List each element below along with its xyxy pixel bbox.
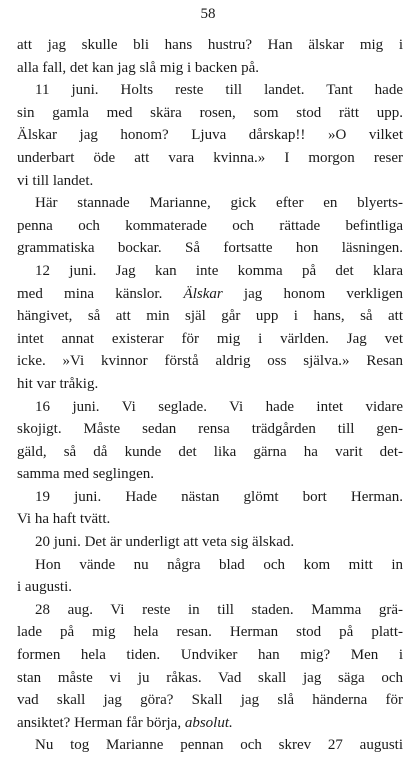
- page-number: 58: [200, 6, 216, 22]
- text-line: 19 juni. Hade nästan glömt bort Herman.: [35, 488, 403, 505]
- text-line: samma med seglingen.: [17, 466, 155, 483]
- text-line: formen hela tiden. Undviker han mig? Men i: [17, 647, 403, 664]
- text-line: skojigt. Måste sedan rensa trädgården till gen-: [17, 421, 403, 438]
- text-line: 16 juni. Vi seglade. Vi hade intet vidare: [35, 398, 403, 415]
- text-line: intet annat existerar för mig i världen. Jag vet: [17, 330, 403, 347]
- text-line: Här stannade Marianne, gick efter en blyerts-: [35, 195, 403, 212]
- text-line: [17, 283, 403, 306]
- text-line: underbart öde att vara kvinna.» I morgon reser: [17, 149, 403, 166]
- text-line: grammatiska bockar. Så fortsatte hon läsningen.: [17, 240, 403, 257]
- text-line: hit var tråkig.: [17, 375, 99, 392]
- text-line: gäld, så då kunde det lika gärna ha varit det-: [17, 443, 403, 460]
- text-line: 28 aug. Vi reste in till staden. Mamma grä-: [35, 601, 403, 618]
- text-segment: med mina känslor.: [17, 285, 184, 302]
- text-line: Hon vände nu några blad och kom mitt in: [35, 556, 403, 573]
- text-line: Vi ha haft tvätt.: [17, 511, 111, 528]
- text-line: 11 juni. Holts reste till landet. Tant hade: [35, 82, 403, 99]
- text-line: 12 juni. Jag kan inte komma på det klara: [35, 262, 403, 279]
- text-line: Nu tog Marianne pennan och skrev 27 augusti: [35, 737, 403, 754]
- text-line: stan måste vi ju råkas. Vad skall jag säga och: [17, 669, 403, 686]
- text-line: vi till landet.: [17, 172, 94, 189]
- text-segment: jag honom verkligen: [222, 285, 403, 302]
- text-line: lade på mig hela resan. Herman stod på platt-: [17, 624, 403, 641]
- text-line: sin gamla med skära rosen, som stod rätt upp.: [17, 104, 403, 121]
- text-line: [17, 712, 403, 735]
- text-line: 20 juni. Det är underligt att veta sig älskad.: [35, 534, 295, 551]
- text-line: i augusti.: [17, 579, 72, 596]
- text-line: alla fall, det kan jag slå mig i backen på.: [17, 59, 259, 76]
- text-line: Älskar jag honom? Ljuva dårskap!! »O vilket: [17, 127, 403, 144]
- emphasis: absolut.: [184, 714, 233, 731]
- text-line: vad skall jag göra? Skall jag slå händerna för: [17, 692, 403, 709]
- text-line: att jag skulle bli hans hustru? Han älskar mig i: [17, 37, 403, 53]
- text-line: icke. »Vi kvinnor förstå aldrig oss själva.» Resan: [17, 353, 403, 370]
- body-text: [17, 34, 403, 757]
- emphasis: Älskar: [183, 285, 223, 302]
- text-segment: ansiktet? Herman får börja,: [17, 714, 185, 731]
- text-line: penna och kommaterade och rättade befintliga: [17, 217, 403, 234]
- text-line: hängivet, så att min själ går upp i hans, så att: [17, 308, 403, 325]
